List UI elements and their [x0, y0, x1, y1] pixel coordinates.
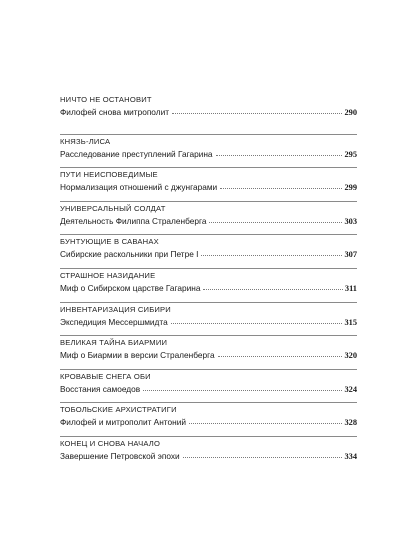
dot-leader: [201, 254, 342, 256]
entry-title: Филофей снова митрополит: [60, 107, 170, 117]
entry-title: Миф о Сибирском царстве Гагарина: [60, 282, 201, 293]
entry-title: Сибирские раскольники при Петре I: [60, 249, 199, 260]
toc-entry: [60, 350, 357, 360]
toc-section: [60, 302, 357, 336]
entry-title: Филофей и митрополит Антоний: [60, 417, 186, 428]
entry-title: Экспедиция Мессершмидта: [60, 316, 168, 327]
entry-title: Нормализация отношений с джунгарами: [60, 182, 218, 193]
section-heading: КРОВАВЫЕ СНЕГА ОБИ: [60, 371, 151, 381]
toc-entry: [60, 283, 357, 293]
dot-leader: [209, 221, 342, 223]
section-heading: КНЯЗЬ-ЛИСА: [60, 136, 111, 146]
toc-section: [60, 201, 357, 235]
toc-section: [60, 95, 357, 134]
entry-title: Завершение Петровской эпохи: [60, 450, 180, 461]
dot-leader: [183, 456, 343, 458]
toc-entry: [60, 451, 357, 461]
section-heading: УНИВЕРСАЛЬНЫЙ СОЛДАТ: [60, 203, 166, 213]
section-heading: БУНТУЮЩИЕ В САВАНАХ: [60, 237, 159, 247]
toc-section: [60, 402, 357, 436]
section-heading: КОНЕЦ И СНОВА НАЧАЛО: [60, 438, 161, 448]
table-of-contents: [60, 95, 357, 470]
toc-section: [60, 335, 357, 369]
page-number: 320: [344, 351, 357, 361]
section-heading: НИЧТО НЕ ОСТАНОВИТ: [60, 95, 152, 104]
section-heading: СТРАШНОЕ НАЗИДАНИЕ: [60, 270, 156, 280]
page-number: 324: [344, 384, 357, 394]
dot-leader: [189, 422, 342, 424]
dot-leader: [203, 288, 342, 290]
entry-title: Расследование преступлений Гагарина: [60, 148, 213, 159]
entry-title: Деятельность Филиппа Страленберга: [60, 215, 207, 226]
toc-section: [60, 369, 357, 403]
page-number: 311: [344, 283, 357, 293]
toc-entry: [60, 216, 357, 226]
toc-section: [60, 268, 357, 302]
section-heading: ВЕЛИКАЯ ТАЙНА БИАРМИИ: [60, 338, 168, 348]
dot-leader: [172, 112, 342, 114]
page-number: 295: [344, 149, 357, 159]
toc-entry: [60, 149, 357, 159]
toc-entry: [60, 317, 357, 327]
section-heading: ИНВЕНТАРИЗАЦИЯ СИБИРИ: [60, 304, 171, 314]
dot-leader: [171, 322, 343, 324]
dot-leader: [216, 154, 343, 156]
toc-section: [60, 436, 357, 470]
toc-entry: [60, 417, 357, 427]
toc-section: [60, 134, 357, 168]
dot-leader: [143, 389, 342, 391]
toc-section: [60, 234, 357, 268]
toc-entry: [60, 249, 357, 259]
section-heading: ПУТИ НЕИСПОВЕДИМЫЕ: [60, 170, 158, 180]
toc-section: [60, 167, 357, 201]
page-number: 303: [344, 216, 357, 226]
page-number: 315: [344, 317, 357, 327]
entry-title: Миф о Биармии в версии Страленберга: [60, 350, 215, 361]
toc-entry: [60, 182, 357, 192]
dot-leader: [218, 355, 343, 357]
section-heading: ТОБОЛЬСКИЕ АРХИСТРАТИГИ: [60, 405, 177, 415]
toc-entry: [60, 384, 357, 394]
entry-title: Восстания самоедов: [60, 383, 141, 394]
page-number: 299: [344, 183, 357, 193]
page-number: 328: [344, 418, 357, 428]
page-number: 334: [344, 451, 357, 461]
toc-entry: [60, 107, 357, 117]
page-number: 307: [344, 250, 357, 260]
dot-leader: [220, 187, 342, 189]
page-number: 290: [344, 108, 357, 117]
